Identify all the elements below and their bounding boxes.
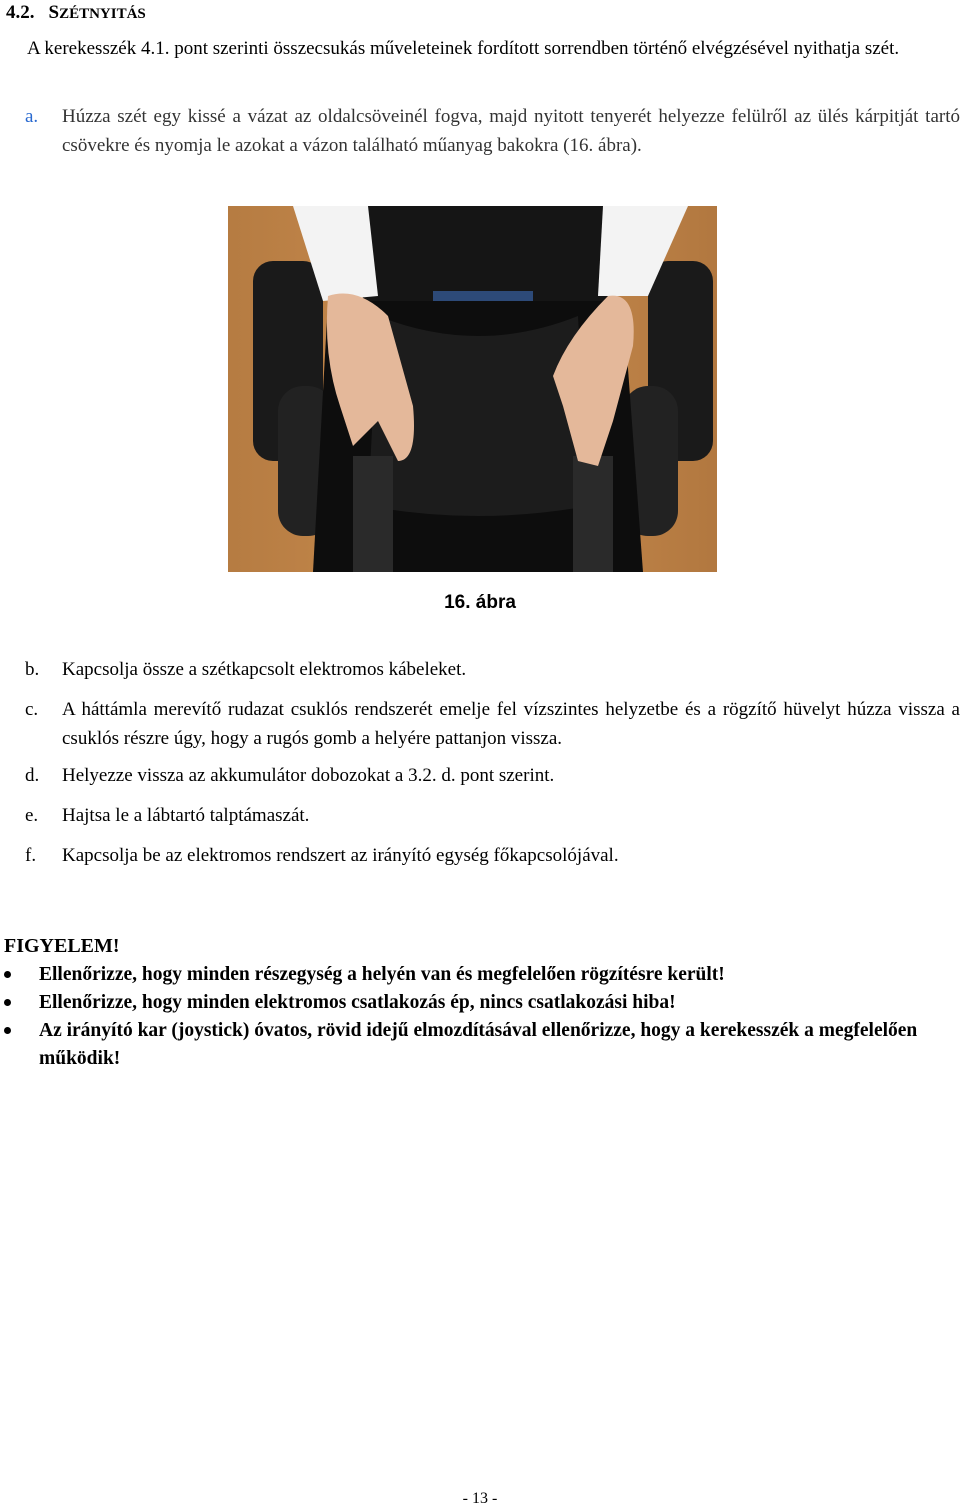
- section-heading: [6, 2, 146, 24]
- section-title-initial: S: [48, 2, 60, 23]
- step-b: [25, 655, 960, 684]
- step-text: Kapcsolja be az elektromos rendszert az irányító egység főkapcsolójával.: [62, 845, 619, 866]
- warning-item: [0, 989, 930, 1017]
- step-text: Húzza szét egy kissé a vázat az oldalcsöveinél fogva, majd nyitott tenyerét helyezze felülről az ülés kárpitját tartó csövekre és nyomja le azokat a vázon található műanyag bakokra (16. ábra).: [62, 106, 960, 156]
- page-number: - 13 -: [462, 1490, 498, 1507]
- wheelchair-seat-illustration: [228, 206, 717, 572]
- warning-item: [0, 1017, 930, 1073]
- bullet-icon: [4, 971, 11, 978]
- warning-text: Ellenőrizze, hogy minden elektromos csatlakozás ép, nincs csatlakozási hiba!: [39, 992, 676, 1013]
- warning-list: [0, 961, 930, 1073]
- section-number: 4.2.: [6, 2, 35, 23]
- step-d: [25, 761, 960, 790]
- warning-item: [0, 961, 930, 989]
- warning-title: FIGYELEM!: [4, 935, 120, 957]
- step-text: Kapcsolja össze a szétkapcsolt elektromos kábeleket.: [62, 659, 467, 680]
- step-marker: b.: [25, 659, 40, 680]
- bullet-icon: [4, 999, 11, 1006]
- warning-text: Az irányító kar (joystick) óvatos, rövid idejű elmozdításával ellenőrizze, hogy a kerekesszék a megfelelően működik!: [39, 1020, 918, 1069]
- warning-text: Ellenőrizze, hogy minden részegység a helyén van és megfelelően rögzítésre került!: [39, 964, 725, 985]
- intro-paragraph: A kerekesszék 4.1. pont szerinti összecsukás műveleteinek fordított sorrendben történő elvégzésével nyithatja szét.: [27, 38, 900, 59]
- bullet-icon: [4, 1027, 11, 1034]
- step-text: A háttámla merevítő rudazat csuklós rendszerét emelje fel vízszintes helyzetbe és a rögzítő hüvelyt húzza vissza a csuklós részre úgy, hogy a rugós gomb a helyére pattanjon vissza.: [62, 699, 960, 749]
- step-f: [25, 841, 960, 870]
- step-e: [25, 801, 960, 830]
- figure-16-photo: [228, 206, 717, 572]
- figure-caption: 16. ábra: [444, 592, 516, 613]
- step-text: Hajtsa le a lábtartó talptámaszát.: [62, 805, 310, 826]
- step-marker[interactable]: a.: [25, 106, 39, 127]
- step-marker: e.: [25, 805, 39, 826]
- section-title-rest: ZÉTNYITÁS: [59, 6, 146, 22]
- step-marker: f.: [25, 845, 37, 866]
- step-marker: c.: [25, 699, 39, 720]
- step-a: [25, 102, 960, 160]
- step-c: [25, 695, 960, 753]
- step-text: Helyezze vissza az akkumulátor dobozokat a 3.2. d. pont szerint.: [62, 765, 555, 786]
- step-marker: d.: [25, 765, 40, 786]
